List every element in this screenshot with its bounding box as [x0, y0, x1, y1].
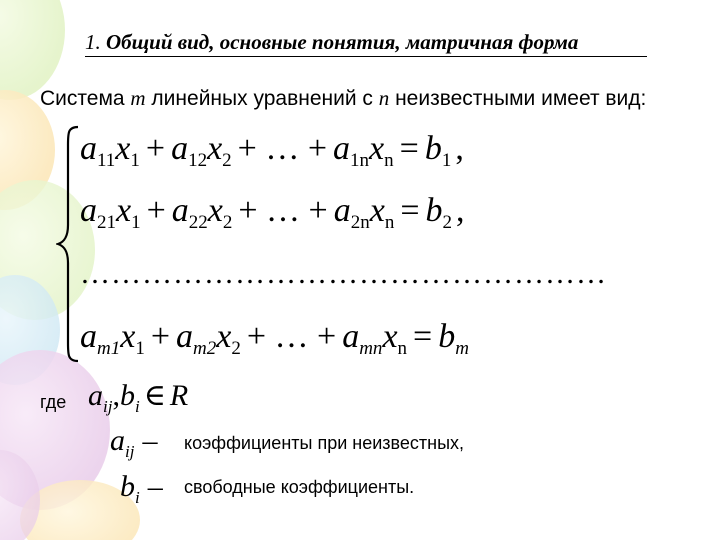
set-a: a [88, 379, 103, 412]
eq-sub: mn [359, 338, 383, 359]
eq-sub: 22 [188, 212, 208, 233]
title-underline [85, 56, 647, 57]
eq-sub: 1 [130, 150, 140, 171]
eq-symbol: a [333, 192, 351, 229]
eq-symbol: x [382, 318, 398, 355]
eq-operator: + [146, 192, 166, 229]
eq-symbol: x [116, 192, 132, 229]
set-a-sub: ij [103, 397, 113, 416]
eq-operator: + [145, 130, 166, 167]
equation-2 [80, 192, 465, 233]
slide-title [85, 30, 578, 55]
def-sub: i [135, 488, 140, 507]
eq-punct: , [455, 130, 464, 167]
eq-symbol: x [120, 318, 136, 355]
intro-text [40, 86, 646, 111]
eq-symbol: a [176, 318, 194, 355]
intro-part: неизвестными имеет вид: [389, 87, 647, 110]
eq-sub: 11 [97, 150, 116, 171]
eq-symbol: x [115, 130, 131, 167]
eq-sub: m [455, 338, 469, 359]
eq-sub: 1 [131, 212, 141, 233]
eq-symbol: a [342, 318, 360, 355]
eq-symbol: b [438, 318, 456, 355]
set-r: R [169, 379, 189, 412]
eq-symbol: x [369, 130, 385, 167]
definition-free-term-symbol [120, 470, 163, 507]
set-b: b [119, 379, 135, 412]
eq-symbol: a [171, 130, 189, 167]
eq-sub: 21 [97, 212, 116, 233]
set-comma: , [112, 379, 120, 412]
def-dash: – [142, 424, 158, 457]
def-sub: ij [125, 442, 135, 461]
def-symbol: b [120, 470, 135, 503]
title-number: 1. [85, 30, 101, 54]
eq-operator: = [399, 130, 419, 167]
eq-sub: 2 [222, 212, 233, 233]
eq-symbol: x [207, 130, 223, 167]
intro-part: линейных уравнений с [145, 87, 379, 110]
eq-sub: m2 [193, 338, 217, 359]
eq-sub: 12 [188, 150, 208, 171]
eq-operator: + … + [237, 130, 328, 167]
eq-symbol: x [207, 192, 223, 229]
eq-symbol: a [80, 192, 97, 229]
eq-operator: + … + [238, 192, 328, 229]
eq-symbol: a [171, 192, 189, 229]
eq-symbol: x [369, 192, 385, 229]
eq-sub: n [384, 212, 395, 233]
eq-sub: n [384, 150, 394, 171]
title-text: Общий вид, основные понятия, матричная форма [106, 30, 579, 54]
eq-sub: 2 [231, 338, 241, 359]
eq-punct: , [456, 192, 465, 229]
intro-n: n [378, 86, 390, 110]
eq-sub: 2n [350, 212, 370, 233]
element-of-symbol: ∈ [143, 379, 166, 412]
eq-sub: 1 [441, 150, 452, 171]
def-dash: – [147, 470, 163, 503]
intro-part: Система [40, 87, 131, 110]
where-label: где [40, 392, 67, 412]
eq-sub: m1 [97, 338, 121, 359]
eq-symbol: b [425, 192, 443, 229]
eq-sub: 1n [350, 150, 370, 171]
eq-sub: n [397, 338, 408, 359]
equation-1 [80, 130, 464, 171]
definition-coefficient-symbol [110, 424, 158, 461]
set-membership-expression [88, 378, 189, 416]
eq-sub: 2 [442, 212, 453, 233]
eq-symbol: x [216, 318, 232, 355]
system-brace [56, 125, 82, 363]
eq-symbol: b [424, 130, 442, 167]
eq-sub: 2 [222, 150, 232, 171]
definition-coefficient-text: коэффициенты при неизвестных, [184, 433, 465, 453]
def-symbol: a [110, 424, 125, 457]
eq-symbol: a [80, 318, 97, 355]
eq-sub: 1 [135, 338, 145, 359]
set-b-sub: i [134, 397, 140, 416]
equation-m [80, 318, 469, 359]
intro-m: m [130, 86, 146, 110]
eq-operator: = [400, 192, 420, 229]
eq-operator: + [150, 318, 171, 355]
eq-operator: + … + [246, 318, 337, 355]
definition-free-term-text: свободные коэффициенты. [184, 477, 415, 497]
eq-symbol: a [333, 130, 351, 167]
eq-symbol: a [80, 130, 97, 167]
equation-ellipsis-row: …………………………………………… [80, 257, 607, 290]
eq-operator: = [413, 318, 433, 355]
